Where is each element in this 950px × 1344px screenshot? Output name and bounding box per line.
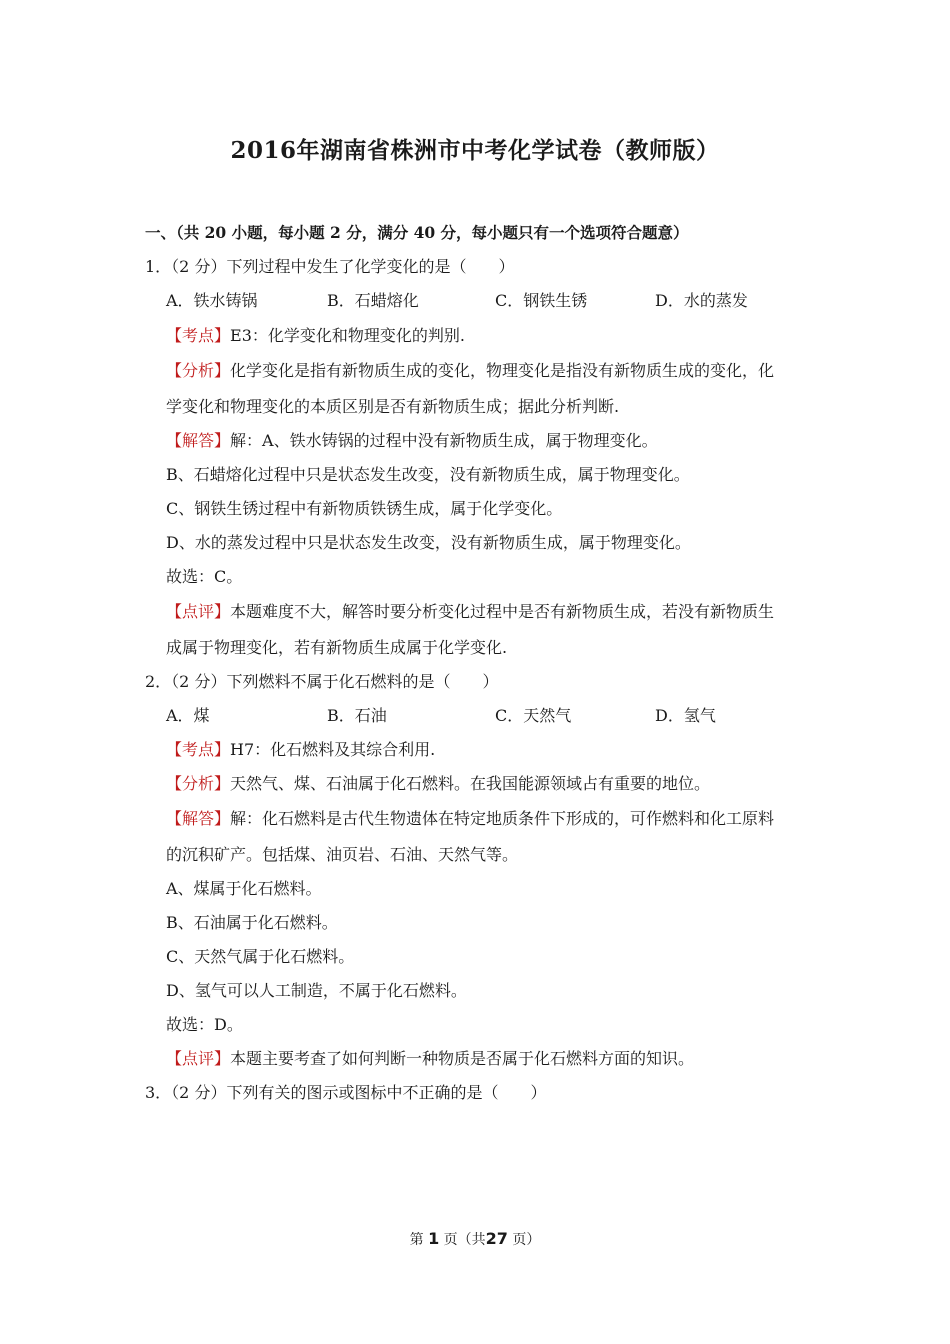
question-2-stem: 2．（2 分）下列燃料不属于化石燃料的是（ ） — [145, 672, 499, 691]
question-1-option-d: D．水的蒸发 — [655, 291, 748, 310]
dianping-text: 本题主要考查了如何判断一种物质是否属于化石燃料方面的知识。 — [230, 1049, 695, 1068]
question-1-fenxi-cont: 学变化和物理变化的本质区别是否有新物质生成；据此分析判断. — [166, 397, 620, 416]
question-2-option-a: A．煤 — [166, 706, 210, 725]
question-1-answer: 故选：C。 — [166, 567, 243, 586]
question-1-fenxi — [166, 360, 774, 382]
question-3-stem: 3．（2 分）下列有关的图示或图标中不正确的是（ ） — [145, 1083, 547, 1102]
question-2-jieda-a: A、煤属于化石燃料。 — [166, 879, 322, 898]
section-header: 一、（共 20 小题，每小题 2 分，满分 40 分，每小题只有一个选项符合题意） — [145, 223, 689, 242]
kaodian-text: H7：化石燃料及其综合利用. — [230, 740, 436, 759]
question-1-jieda-d: D、水的蒸发过程中只是状态发生改变，没有新物质生成，属于物理变化。 — [166, 533, 691, 552]
question-2-jieda-c: C、天然气属于化石燃料。 — [166, 947, 355, 966]
question-1-option-c: C．钢铁生锈 — [495, 291, 588, 310]
jieda-tag: 【解答】 — [166, 809, 231, 828]
page-footer — [0, 1229, 950, 1249]
dianping-tag: 【点评】 — [166, 602, 231, 621]
question-2-jieda-d: D、氢气可以人工制造，不属于化石燃料。 — [166, 981, 467, 1000]
question-2-jieda-cont: 的沉积矿产。包括煤、油页岩、石油、天然气等。 — [166, 845, 519, 864]
question-1-dianping-cont: 成属于物理变化，若有新物质生成属于化学变化. — [166, 638, 508, 657]
fenxi-text: 天然气、煤、石油属于化石燃料。在我国能源领域占有重要的地位。 — [230, 774, 711, 793]
footer-mid: 页（共 — [443, 1232, 486, 1248]
dianping-tag: 【点评】 — [166, 1049, 231, 1068]
question-1-option-a: A．铁水铸锅 — [166, 291, 258, 310]
footer-suffix: 页） — [512, 1232, 541, 1248]
fenxi-text: 化学变化是指有新物质生成的变化，物理变化是指没有新物质生成的变化，化 — [230, 361, 775, 380]
fenxi-tag: 【分析】 — [166, 774, 231, 793]
question-1-jieda-c: C、钢铁生锈过程中有新物质铁锈生成，属于化学变化。 — [166, 499, 563, 518]
fenxi-tag: 【分析】 — [166, 361, 231, 380]
kaodian-tag: 【考点】 — [166, 326, 231, 345]
question-2-jieda — [166, 808, 774, 830]
question-1-jieda — [166, 430, 658, 452]
jieda-text: 解：A、铁水铸锅的过程中没有新物质生成，属于物理变化。 — [230, 431, 658, 450]
kaodian-tag: 【考点】 — [166, 740, 231, 759]
question-1-option-b: B．石蜡熔化 — [327, 291, 419, 310]
kaodian-text: E3：化学变化和物理变化的判别. — [230, 326, 465, 345]
question-1-dianping — [166, 601, 774, 623]
jieda-tag: 【解答】 — [166, 431, 231, 450]
question-2-dianping — [166, 1048, 694, 1070]
question-1-stem: 1．（2 分）下列过程中发生了化学变化的是（ ） — [145, 257, 515, 276]
question-1-kaodian — [166, 325, 465, 347]
total-pages: 27 — [485, 1229, 508, 1248]
question-2-option-b: B．石油 — [327, 706, 387, 725]
question-2-option-c: C．天然气 — [495, 706, 572, 725]
jieda-text: 解：化石燃料是古代生物遗体在特定地质条件下形成的，可作燃料和化工原料 — [230, 809, 775, 828]
question-2-option-d: D．氢气 — [655, 706, 716, 725]
question-2-jieda-b: B、石油属于化石燃料。 — [166, 913, 338, 932]
footer-prefix: 第 — [409, 1232, 424, 1248]
dianping-text: 本题难度不大，解答时要分析变化过程中是否有新物质生成，若没有新物质生 — [230, 602, 775, 621]
document-title: 2016年湖南省株洲市中考化学试卷（教师版） — [230, 137, 720, 164]
question-2-fenxi — [166, 773, 710, 795]
question-1-jieda-b: B、石蜡熔化过程中只是状态发生改变，没有新物质生成，属于物理变化。 — [166, 465, 690, 484]
question-2-answer: 故选：D。 — [166, 1015, 243, 1034]
question-2-kaodian — [166, 739, 435, 761]
page-number: 1 — [428, 1229, 440, 1248]
